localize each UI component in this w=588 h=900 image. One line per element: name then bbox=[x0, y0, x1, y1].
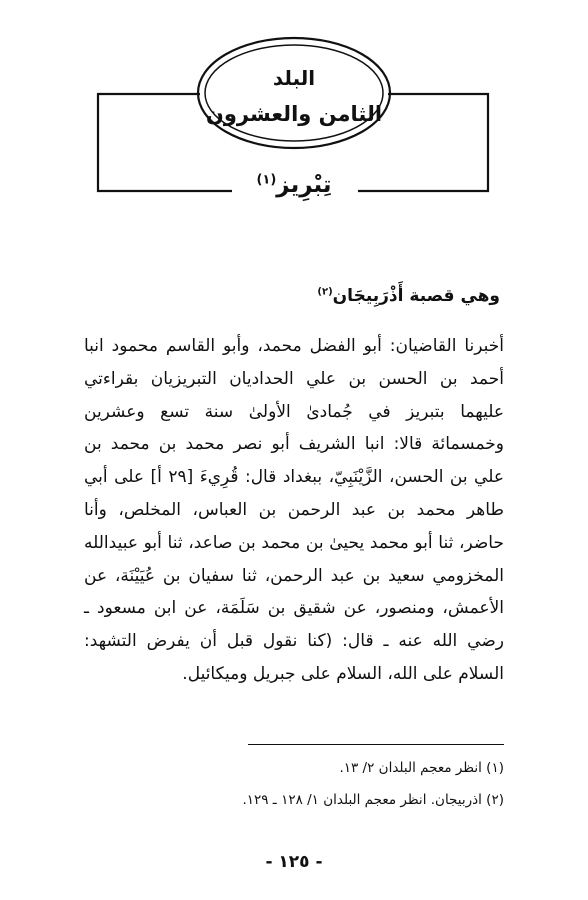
subheading-text: وهي قصبة أَذْرَبِيجَان bbox=[332, 286, 500, 306]
page-number: - ١٢٥ - bbox=[265, 852, 323, 872]
header-ellipse-inner bbox=[205, 45, 383, 141]
subheading bbox=[317, 286, 500, 306]
subheading-note: (٢) bbox=[317, 286, 333, 298]
header-ellipse-outer bbox=[198, 38, 390, 148]
footnote-2: (٢) اذربيجان. انظر معجم البلدان ١/ ١٢٨ ـ ١٢٩. bbox=[242, 792, 504, 808]
footnote-1: (١) انظر معجم البلدان ٢/ ١٣. bbox=[339, 760, 504, 776]
body-paragraph: أخبرنا القاضيان: أبو الفضل محمد، وأبو القاسم محمود انبا أحمد بن الحسن بن علي الحداديان التبريزيان بقراءتي عليهما بتبريز في جُمادىٰ الأولىٰ سنة تسع وعشرين وخمسمائة قالا: انبا الشريف أبو نصر محمد بن محمد بن علي بن الحسن، الزَّيْنَبِيّ، ببغداد قال: قُرِيءَ [٢٩ أ] على أبي طاهر محمد بن عبد الرحمن بن العباس، المخلص، وأنا حاضر، ثنا أبو محمد يحيىٰ بن محمد بن صاعد، ثنا أبو عبيدالله المخزومي سعيد بن عبد الرحمن، ثنا سفيان بن عُيَيْنَة، عن الأعمش، ومنصور، عن شقيق بن سَلَمَة، عن ابن مسعود ـ رضي الله عنه ـ قال: (كنا نقول قبل أن يفرض التشهد: السلام على الله، السلام على جبريل وميكائيل. bbox=[84, 336, 504, 684]
header-line-2: الثامن والعشرون bbox=[205, 102, 383, 126]
section-title-text: تِبْرِيز bbox=[276, 172, 332, 198]
header-frame bbox=[0, 0, 588, 260]
section-title-note: (١) bbox=[256, 172, 277, 188]
section-title bbox=[0, 172, 588, 198]
footnote-divider bbox=[248, 744, 504, 745]
header-line-1: البلد bbox=[272, 66, 316, 90]
